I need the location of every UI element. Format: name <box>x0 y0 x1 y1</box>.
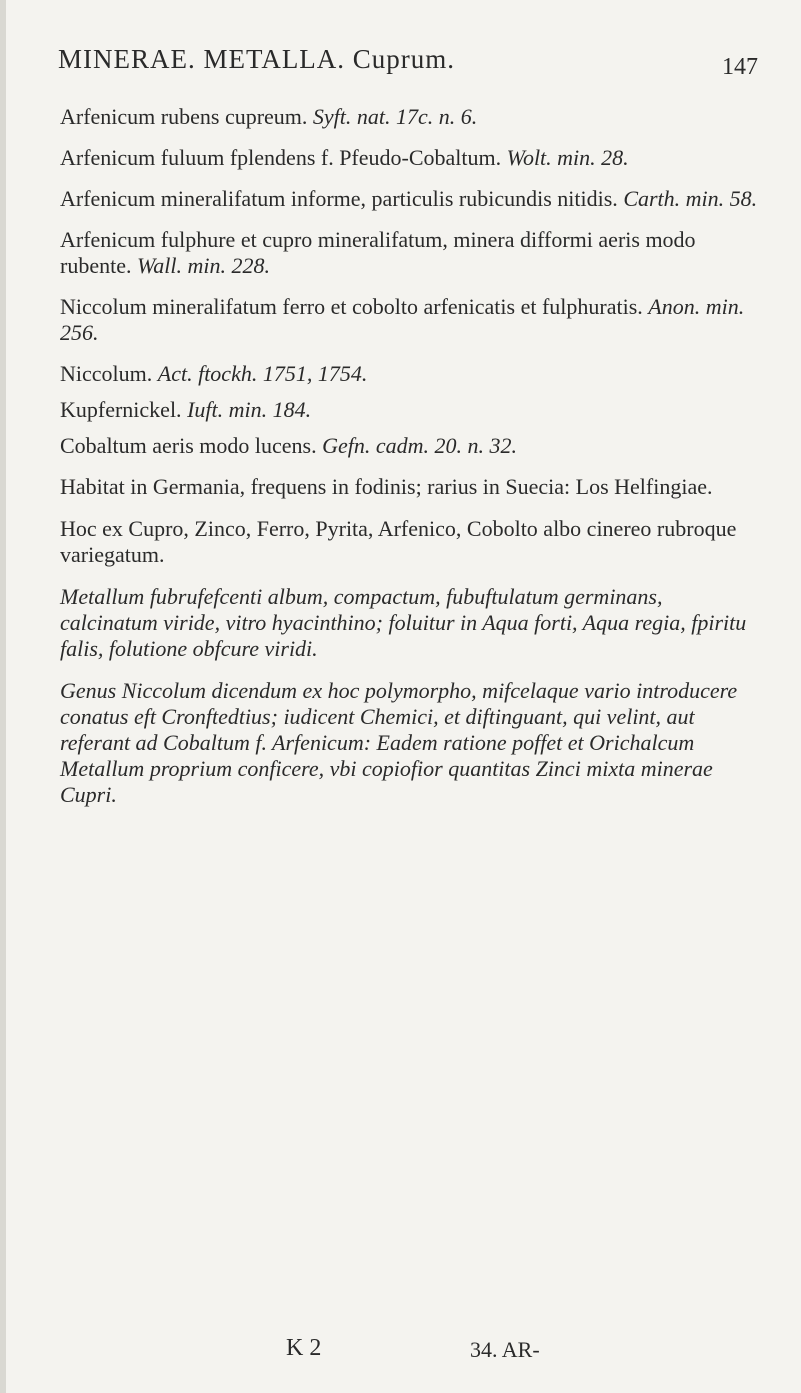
synonym-entry <box>60 294 760 346</box>
running-head: MINERAE. METALLA. Cuprum. <box>58 44 456 74</box>
synonym-entry <box>60 397 760 423</box>
composition-paragraph: Hoc ex Cupro, Zinco, Ferro, Pyrita, Arfenico, Cobolto albo cinereo rubroque variegatum. <box>60 516 737 567</box>
entry-reference: Wall. min. 228. <box>136 253 270 278</box>
description-paragraph: Metallum fubrufefcenti album, compactum, fubuftulatum germinans, calcinatum viride, vitro hyacinthino; foluitur in Aqua forti, Aqua regia, fpiritu falis, folutione obfcure viridi. <box>60 584 747 661</box>
synonym-entry <box>60 145 760 171</box>
entry-reference: Wolt. min. 28. <box>506 145 629 170</box>
genus-note-paragraph: Genus Niccolum dicendum ex hoc polymorpho, mifcelaque vario introducere conatus eft Cronftedtius; iudicent Chemici, et diftinguant, qui velint, aut referant ad Cobaltum f. Arfenicum: Eadem ratione poffet et Orichalcum Metallum proprium conficere, vbi copiofior quantitas Zinci mixta minerae Cupri. <box>60 678 738 807</box>
entry-name: Cobaltum aeris modo lucens. <box>60 433 317 458</box>
entry-name: Niccolum. <box>60 361 153 386</box>
entry-name: Arfenicum fulphure et cupro mineralifatum, minera difformi aeris modo rubente. <box>60 227 696 278</box>
synonym-entry <box>60 186 760 212</box>
signature-mark: K 2 <box>286 1335 322 1361</box>
synonym-entry <box>60 104 760 130</box>
synonym-entry <box>60 361 760 387</box>
entry-name: Arfenicum rubens cupreum. <box>60 104 308 129</box>
page-number: 147 <box>722 54 758 80</box>
synonym-entry <box>60 227 760 279</box>
entry-reference: Anon. min. 256. <box>60 294 745 345</box>
entry-reference: Iuft. min. 184. <box>187 397 312 422</box>
synonym-entry <box>60 433 760 459</box>
page-footer <box>0 1335 801 1375</box>
page-body <box>60 104 760 824</box>
entry-name: Arfenicum mineralifatum informe, particulis rubicundis nitidis. <box>60 186 618 211</box>
page-edge-shadow <box>0 0 6 1393</box>
entry-reference: Carth. min. 58. <box>623 186 758 211</box>
entry-name: Niccolum mineralifatum ferro et cobolto arfenicatis et fulphuratis. <box>60 294 643 319</box>
entry-name: Arfenicum fuluum fplendens f. Pfeudo-Cobaltum. <box>60 145 502 170</box>
entry-reference: Act. ftockh. 1751, 1754. <box>157 361 368 386</box>
habitat-paragraph: Habitat in Germania, frequens in fodinis; rarius in Suecia: Los Helfingiae. <box>60 474 713 499</box>
entry-reference: Gefn. cadm. 20. n. 32. <box>322 433 518 458</box>
entry-reference: Syft. nat. 17c. n. 6. <box>312 104 478 129</box>
page-header <box>58 44 758 84</box>
entry-name: Kupfernickel. <box>60 397 182 422</box>
catchword: 34. AR- <box>470 1337 540 1362</box>
